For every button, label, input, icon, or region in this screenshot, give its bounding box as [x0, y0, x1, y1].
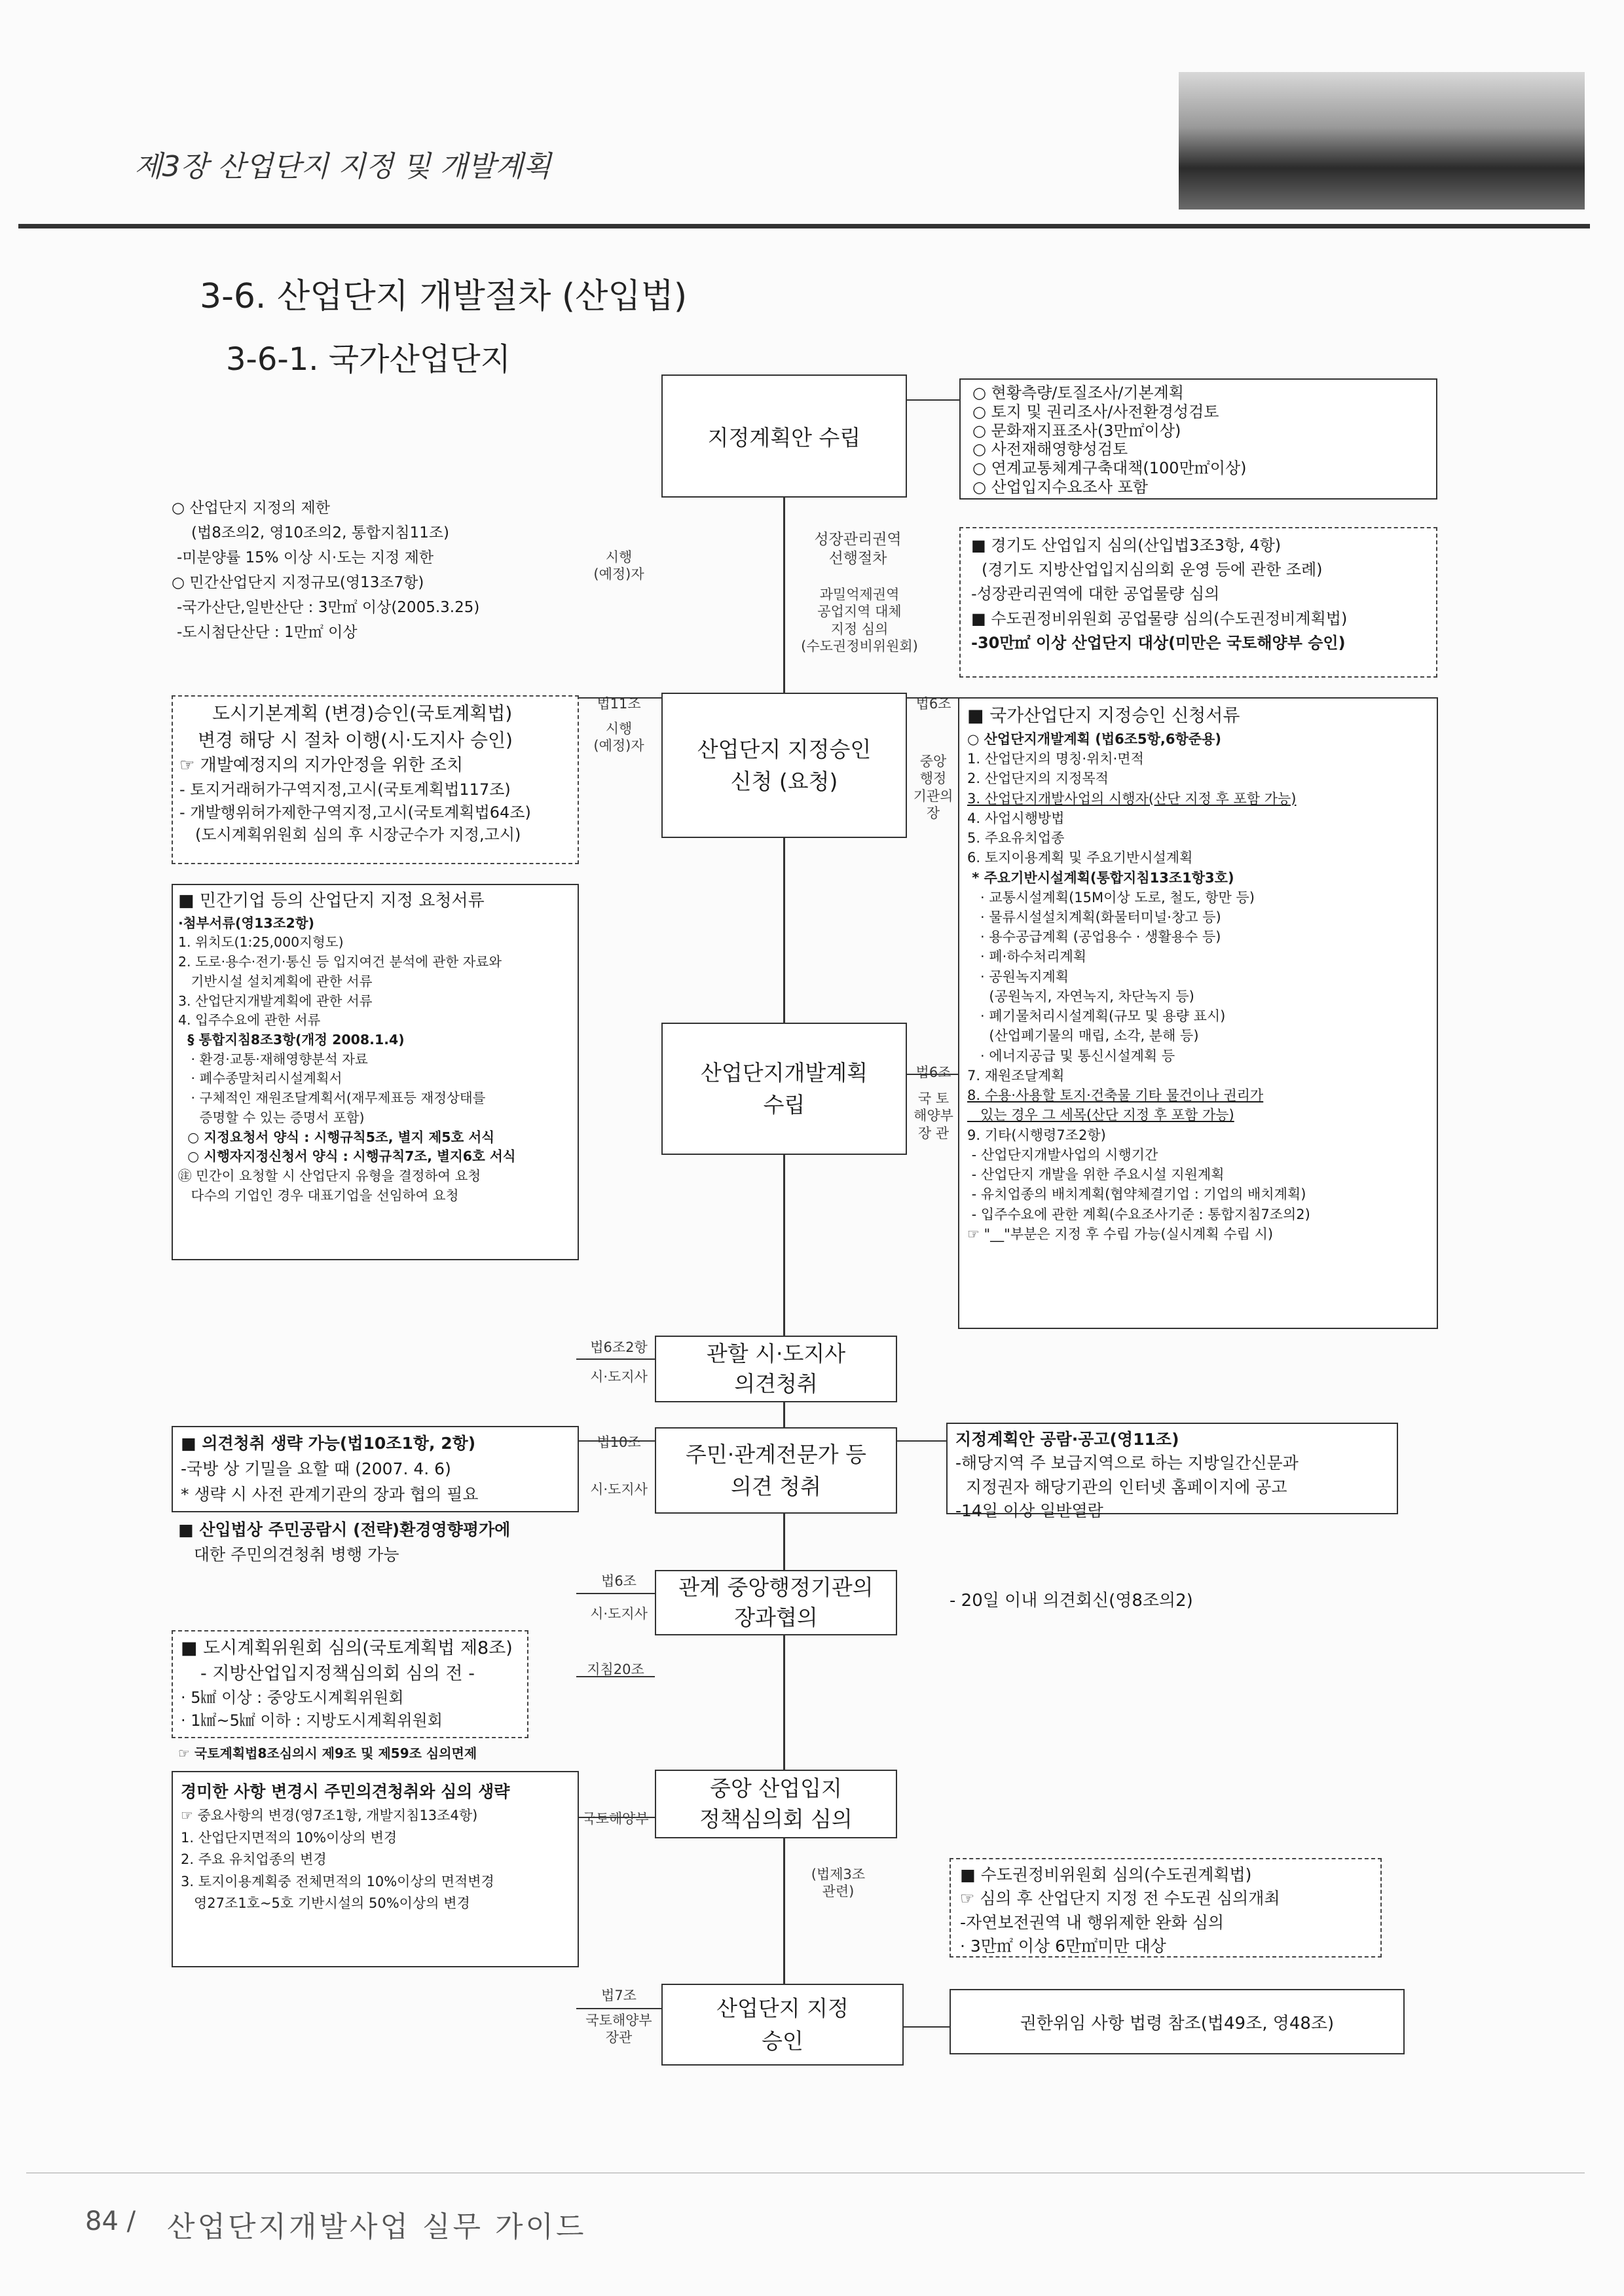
section-title: 3-6. 산업단지 개발절차 (산입법) [200, 277, 688, 316]
hearing-omission-box: ■ 의견청취 생략 가능(법10조1항, 2항) -국방 상 기밀을 요할 때 (2007. 4. 6) * 생략 시 사전 관계기관의 장과 협의 필요 [172, 1426, 579, 1512]
delegation-box: 권한위임 사항 법령 참조(법49조, 영48조) [950, 1989, 1405, 2054]
public-notice-box: 지정계획안 공람·공고(영11조) -해당지역 주 보급지역으로 하는 지방일간신문과 지정권자 해당기관의 인터넷 홈페이지에 공고 -14일 이상 일반열람 [946, 1423, 1398, 1514]
gyeonggi-review-box: ■ 경기도 산업입지 심의(산입법3조3항, 4항) (경기도 지방산업입지심의회 운영 등에 관한 조례) -성장관리권역에 대한 공업물량 심의 ■ 수도권정비위원회 공업물량 심의(수도권정비계획법) -30만㎡ 이상 산업단지 대상(미만은 국토해양부 승인) [959, 527, 1437, 678]
flow-step-approval: 산업단지 지정 승인 [661, 1984, 904, 2066]
label-implementer-2: 시행 (예정)자 [593, 721, 644, 754]
connector [897, 1440, 946, 1442]
capital-committee-box: ■ 수도권정비위원회 심의(수도권계획법) ☞ 심의 후 산업단지 지정 전 수도권 심의개최 -자연보전권역 내 행위제한 완화 심의 · 3만㎡ 이상 6만㎡미만 대상 [950, 1858, 1382, 1958]
survey-box: ○ 현황측량/토질조사/기본계획 ○ 토지 및 권리조사/사전환경성검토 ○ 문화재지표조사(3만㎡이상) ○ 사전재해영향성검토 ○ 연계교통체계구축대책(100만㎡이상) ○ 산업입지수요조사 포함 [959, 378, 1437, 500]
flow-step-plan: 지정계획안 수립 [661, 374, 907, 498]
label-governor-1: 시·도지사 [590, 1369, 648, 1385]
label-law3: (법제3조 관련) [796, 1866, 881, 1901]
label-central-agency: 중앙 행정 기관의 장 [913, 754, 953, 821]
flow-step-request: 산업단지 지정승인 신청 (요청) [661, 693, 907, 838]
label-minister-bottom: 국토해양부 장관 [585, 2013, 652, 2046]
label-overcrowd: 과밀억제권역 공업지역 대체 지정 심의 (수도권정비위원회) [796, 586, 923, 655]
label-implementer-1: 시행 (예정)자 [593, 549, 644, 583]
label-law7: 법7조 [601, 1988, 637, 2003]
hearing-env-note: ■ 산입법상 주민공람시 (전략)환경영향평가에 대한 주민의견청취 병행 가능 [178, 1520, 511, 1564]
label-law10: 법10조 [597, 1434, 641, 1450]
chapter-title: 제3장 산업단지 지정 및 개발계획 [134, 150, 551, 183]
private-request-box: ■ 민간기업 등의 산업단지 지정 요청서류 ·첨부서류(영13조2항) 1. 위치도(1:25,000지형도) 2. 도로·용수·전기·통신 등 입지여건 분석에 관한 자료와 기반시설 설치계획에 관한 서류 3. 산업단지개발계획에 관한 서류 4. 입주수요에 관한 서류 § 통합지침8조3항(개정 2008.1.4) · 환경·교통·재해영향분석 자료 · 폐수종말처리시설계획서 · 구체적인 재원조달계획서(재무제표등 재정상태를 증명할 수 있는 증명서 포함) ○ 지정요청서 양식 : 시행규칙5조, 별지 제5호 서식 ○ 시행자지정신청서 양식 : 시행규칙7조, 별지6호 서식 ㊟ 민간이 요청할 시 산업단지 유형을 결정하여 요청 다수의 기업인 경우 대표기업을 선임하여 요청 [172, 884, 579, 1260]
footer-title: 산업단지개발사업 실무 가이드 [167, 2210, 587, 2244]
label-law62: 법6조2항 [590, 1339, 648, 1355]
page-number: 84 / [85, 2206, 136, 2236]
urban-plan-box: 도시기본계획 (변경)승인(국토계획법) 변경 해당 시 절차 이행(시·도지사 승인) ☞ 개발예정지의 지가안정을 위한 조치 - 토지거래허가구역지정,고시(국토계획법117조) - 개발행위허가제한구역지정,고시(국토계획법64조) (도시계획위원회 심의 후 시장군수가 지정,고시) [172, 695, 579, 864]
label-governor-2: 시·도지사 [590, 1482, 648, 1497]
flow-step-council: 중앙 산업입지 정책심의회 심의 [655, 1770, 897, 1838]
header-photo [1179, 72, 1585, 210]
label-law6-top: 법6조 [915, 696, 951, 712]
national-application-box: ■ 국가산업단지 지정승인 신청서류 ○ 산업단지개발계획 (법6조5항,6항준용) 1. 산업단지의 명칭·위치·면적 2. 산업단지의 지정목적 3. 산업단지개발사업의 시행자(산단 지정 후 포함 가능) 4. 사업시행방법 5. 주요유치업종 6. 토지이용계획 및 주요기반시설계획 * 주요기반시설계획(통합지침13조1항3호) · 교통시설계획(15M이상 도로, 철도, 항만 등) · 물류시설설치계획(화물터미널·창고 등) · 용수공급계획 (공업용수 · 생활용수 등) · 폐·하수처리계획 · 공원녹지계획 (공원녹지, 자연녹지, 차단녹지 등) · 폐기물처리시설계획(규모 및 용량 표시) (산업폐기물의 매립, 소각, 분해 등) · 에너지공급 및 통신시설계획 등 7. 재원조달계획 8. 수용·사용할 토지·건축물 기타 물건이나 권리가 있는 경우 그 세목(산단 지정 후 포함 가능) 9. 기타(시행령7조2항) - 산업단지개발사업의 시행기간 - 산업단지 개발을 위한 주요시설 지원계획 - 유치업종의 배치계획(협약체결기업 : 기업의 배치계획) - 입주수요에 관한 계획(수요조사기준 : 통합지침7조의2) ☞ "__"부분은 지정 후 수립 가능(실시계획 수립 시) [958, 697, 1438, 1329]
label-ministry: 국토해양부 [582, 1811, 649, 1827]
flow-step-devplan: 산업단지개발계획 수립 [661, 1023, 907, 1155]
consult-reply-note: - 20일 이내 의견회신(영8조의2) [950, 1591, 1193, 1611]
label-growth-area: 성장관리권역 선행절차 [796, 530, 920, 568]
restriction-box: ○ 산업단지 지정의 제한 (법8조의2, 영10조의2, 통합지침11조) -미분양률 15% 이상 시·도는 지정 제한 ○ 민간산업단지 지정규모(영13조7항) -국가산단,일반산단 : 3만㎡ 이상(2005.3.25) -도시첨단산단 : 1만㎡ 이상 [172, 500, 480, 641]
label-minister-mid: 국 토 해양부 장 관 [913, 1091, 953, 1141]
label-governor-3: 시·도지사 [590, 1606, 648, 1622]
label-law6-b: 법6조 [601, 1573, 637, 1589]
label-law11: 법11조 [597, 696, 641, 712]
flow-step-governor: 관할 시·도지사 의견청취 [655, 1336, 897, 1402]
minor-change-box: 경미한 사항 변경시 주민의견청취와 심의 생략 ☞ 중요사항의 변경(영7조1항, 개발지침13조4항) 1. 산업단지면적의 10%이상의 변경 2. 주요 유치업종의 변경 3. 토지이용계획중 전체면적의 10%이상의 면적변경 영27조1호~5호 기반시설의 50%이상의 변경 [172, 1771, 579, 1967]
footer-rule [26, 2172, 1585, 2174]
connector [576, 1358, 655, 1360]
connector [904, 2026, 950, 2028]
committee-note: ☞ 국토계획법8조심의시 제9조 및 제59조 심의면제 [178, 1745, 477, 1761]
connector [907, 399, 959, 401]
label-guide20: 지침20조 [587, 1662, 644, 1677]
flow-step-hearing: 주민·관계전문가 등 의견 청취 [655, 1427, 897, 1514]
flow-step-consult: 관계 중앙행정기관의 장과협의 [655, 1570, 897, 1635]
connector [576, 2008, 661, 2009]
connector [576, 1593, 655, 1594]
label-law6-mid: 법6조 [915, 1065, 951, 1080]
subsection-title: 3-6-1. 국가산업단지 [226, 341, 511, 378]
urban-committee-box: ■ 도시계획위원회 심의(국토계획법 제8조) - 지방산업입지정책심의회 심의 전 - · 5㎢ 이상 : 중앙도시계획위원회 · 1㎢~5㎢ 이하 : 지방도시계획위원회 [172, 1630, 528, 1738]
header-rule [18, 224, 1590, 228]
